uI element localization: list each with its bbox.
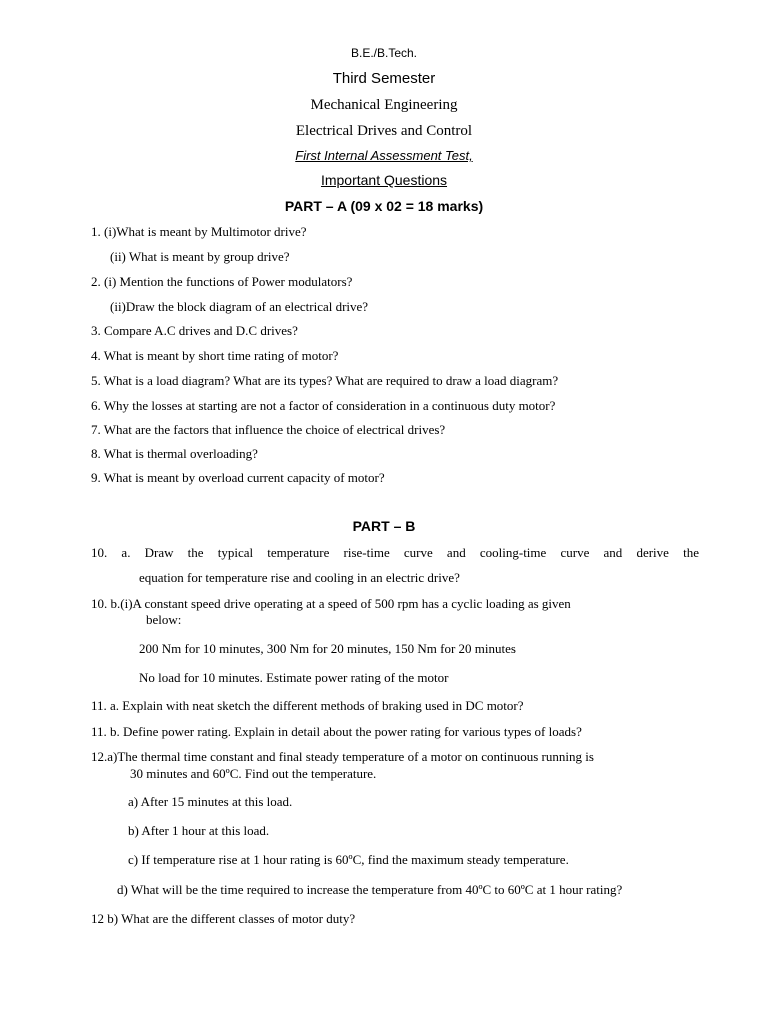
subject-title: Electrical Drives and Control [295,123,473,139]
question-2-i: 2. (i) Mention the functions of Power modulators? [91,274,353,289]
test-title: First Internal Assessment Test, [295,148,473,163]
question-10a-line-1: 10. a. Draw the typical temperature rise-time curve and cooling-time curve and derive the [91,545,699,560]
question-10b-load-cycle: 200 Nm for 10 minutes, 300 Nm for 20 minutes, 150 Nm for 20 minutes [139,641,516,656]
question-10a-line-2: equation for temperature rise and cooling in an electric drive? [139,570,460,585]
question-2-ii: (ii)Draw the block diagram of an electrical drive? [110,299,369,314]
question-6: 6. Why the losses at starting are not a factor of consideration in a continuous duty motor? [91,398,556,413]
degree-line: B.E./B.Tech. [350,46,418,60]
important-questions-title: Important Questions [320,172,448,188]
question-12a-part-b: b) After 1 hour at this load. [128,823,270,838]
question-12a-line-1: 12.a)The thermal time constant and final steady temperature of a motor on continuous running is [91,749,594,764]
question-12b: 12 b) What are the different classes of motor duty? [91,911,356,926]
department-title: Mechanical Engineering [310,97,458,113]
question-1-ii: (ii) What is meant by group drive? [110,249,290,264]
semester-title: Third Semester [332,70,436,87]
part-b-heading: PART – B [352,518,416,534]
question-5: 5. What is a load diagram? What are its types? What are required to draw a load diagram? [91,373,559,388]
question-9: 9. What is meant by overload current capacity of motor? [91,470,385,485]
question-8: 8. What is thermal overloading? [91,446,258,461]
question-11a: 11. a. Explain with neat sketch the different methods of braking used in DC motor? [91,698,524,713]
part-a-heading: PART – A (09 x 02 = 18 marks) [284,198,484,214]
question-10b-no-load: No load for 10 minutes. Estimate power rating of the motor [139,670,449,685]
question-1-i: 1. (i)What is meant by Multimotor drive? [91,224,307,239]
question-3: 3. Compare A.C drives and D.C drives? [91,323,298,338]
question-12a-part-a: a) After 15 minutes at this load. [128,794,293,809]
question-10b-line-2: below: [146,612,182,627]
question-12a-part-d: d) What will be the time required to increase the temperature from 40ºC to 60ºC at 1 hour rating? [117,882,623,897]
question-7: 7. What are the factors that influence the choice of electrical drives? [91,422,446,437]
question-4: 4. What is meant by short time rating of motor? [91,348,339,363]
question-10b-line-1: 10. b.(i)A constant speed drive operating at a speed of 500 rpm has a cyclic loading as given [91,596,571,611]
question-11b: 11. b. Define power rating. Explain in detail about the power rating for various types of loads? [91,724,582,739]
question-12a-part-c: c) If temperature rise at 1 hour rating is 60ºC, find the maximum steady temperature. [128,852,569,867]
question-12a-line-2: 30 minutes and 60ºC. Find out the temperature. [130,766,377,781]
